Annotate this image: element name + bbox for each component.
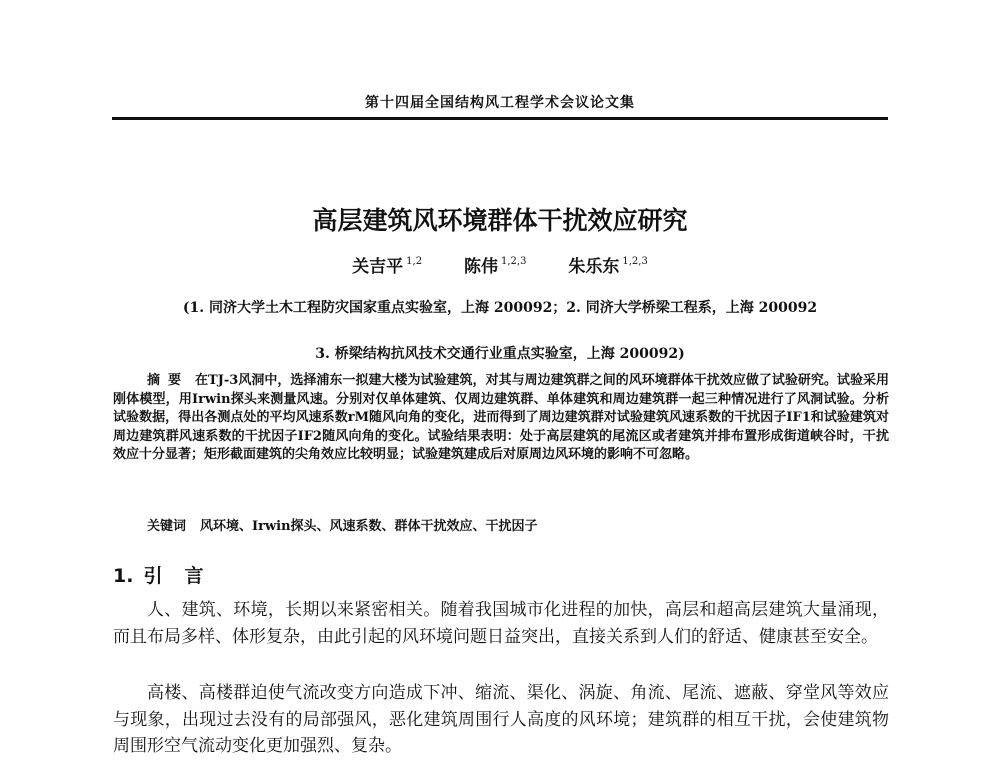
abstract-label: 摘要 xyxy=(147,373,190,388)
author-list xyxy=(0,252,1000,277)
body-paragraph-2: 高楼、高楼群迫使气流改变方向造成下冲、缩流、渠化、涡旋、角流、尾流、遮蔽、穿堂风等效应与现象，出现过去没有的局部强风，恶化建筑周围行人高度的风环境；建筑群的相互干扰，会使建筑物周围形空气流动变化更加强烈、复杂。 xyxy=(113,683,889,756)
keywords xyxy=(147,515,887,534)
section-heading xyxy=(113,561,225,588)
author-name: 关吉平 xyxy=(352,257,404,277)
section-number: 1. xyxy=(113,565,134,587)
paper-title: 高层建筑风环境群体干扰效应研究 xyxy=(312,206,688,235)
author xyxy=(352,252,422,277)
abstract xyxy=(113,372,889,465)
author-name: 陈伟 xyxy=(464,257,498,277)
affiliation-line-1: (1. 同济大学土木工程防灾国家重点实验室，上海 200092；2. 同济大学桥梁工程系，上海 200092 xyxy=(182,300,818,316)
author-affiliation-marker: 1,2,3 xyxy=(622,256,648,267)
header-rule xyxy=(112,117,888,120)
author-affiliation-marker: 1,2 xyxy=(406,256,423,267)
author xyxy=(464,252,526,277)
keywords-text: 风环境、Irwin探头、风速系数、群体干扰效应、干扰因子 xyxy=(200,519,538,534)
abstract-text: 在TJ-3风洞中，选择浦东一拟建大楼为试验建筑，对其与周边建筑群之间的风环境群体干扰效应做了试验研究。试验采用刚体模型，用Irwin探头来测量风速。分别对仅单体建筑、仅周边建筑群、单体建筑和周边建筑群一起三种情况进行了风洞试验。分析试验数据，得出各测点处的平均风速系数rM随风向角的变化，进而得到了周边建筑群对试验建筑风速系数的干扰因子IF1和试验建筑对周边建筑群风速系数的干扰因子IF2随风向角的变化。试验结果表明：处于高层建筑的尾流区或者建筑并排布置形成街道峡谷时，干扰效应十分显著；矩形截面建筑的尖角效应比较明显；试验建筑建成后对原周边风环境的影响不可忽略。 xyxy=(113,373,889,462)
author-name: 朱乐东 xyxy=(568,257,620,277)
keywords-label: 关键词 xyxy=(147,519,187,534)
author xyxy=(568,252,647,277)
author-affiliation-marker: 1,2,3 xyxy=(501,256,527,267)
body-paragraph-1: 人、建筑、环境，长期以来紧密相关。随着我国城市化进程的加快，高层和超高层建筑大量涌现，而且布局多样、体形复杂，由此引起的风环境问题日益突出，直接关系到人们的舒适、健康甚至安全。 xyxy=(113,600,889,647)
running-header: 第十四届全国结构风工程学术会议论文集 xyxy=(365,95,635,111)
section-title: 引言 xyxy=(143,565,226,587)
affiliation-line-2: 3. 桥梁结构抗风技术交通行业重点实验室，上海 200092) xyxy=(315,346,685,362)
